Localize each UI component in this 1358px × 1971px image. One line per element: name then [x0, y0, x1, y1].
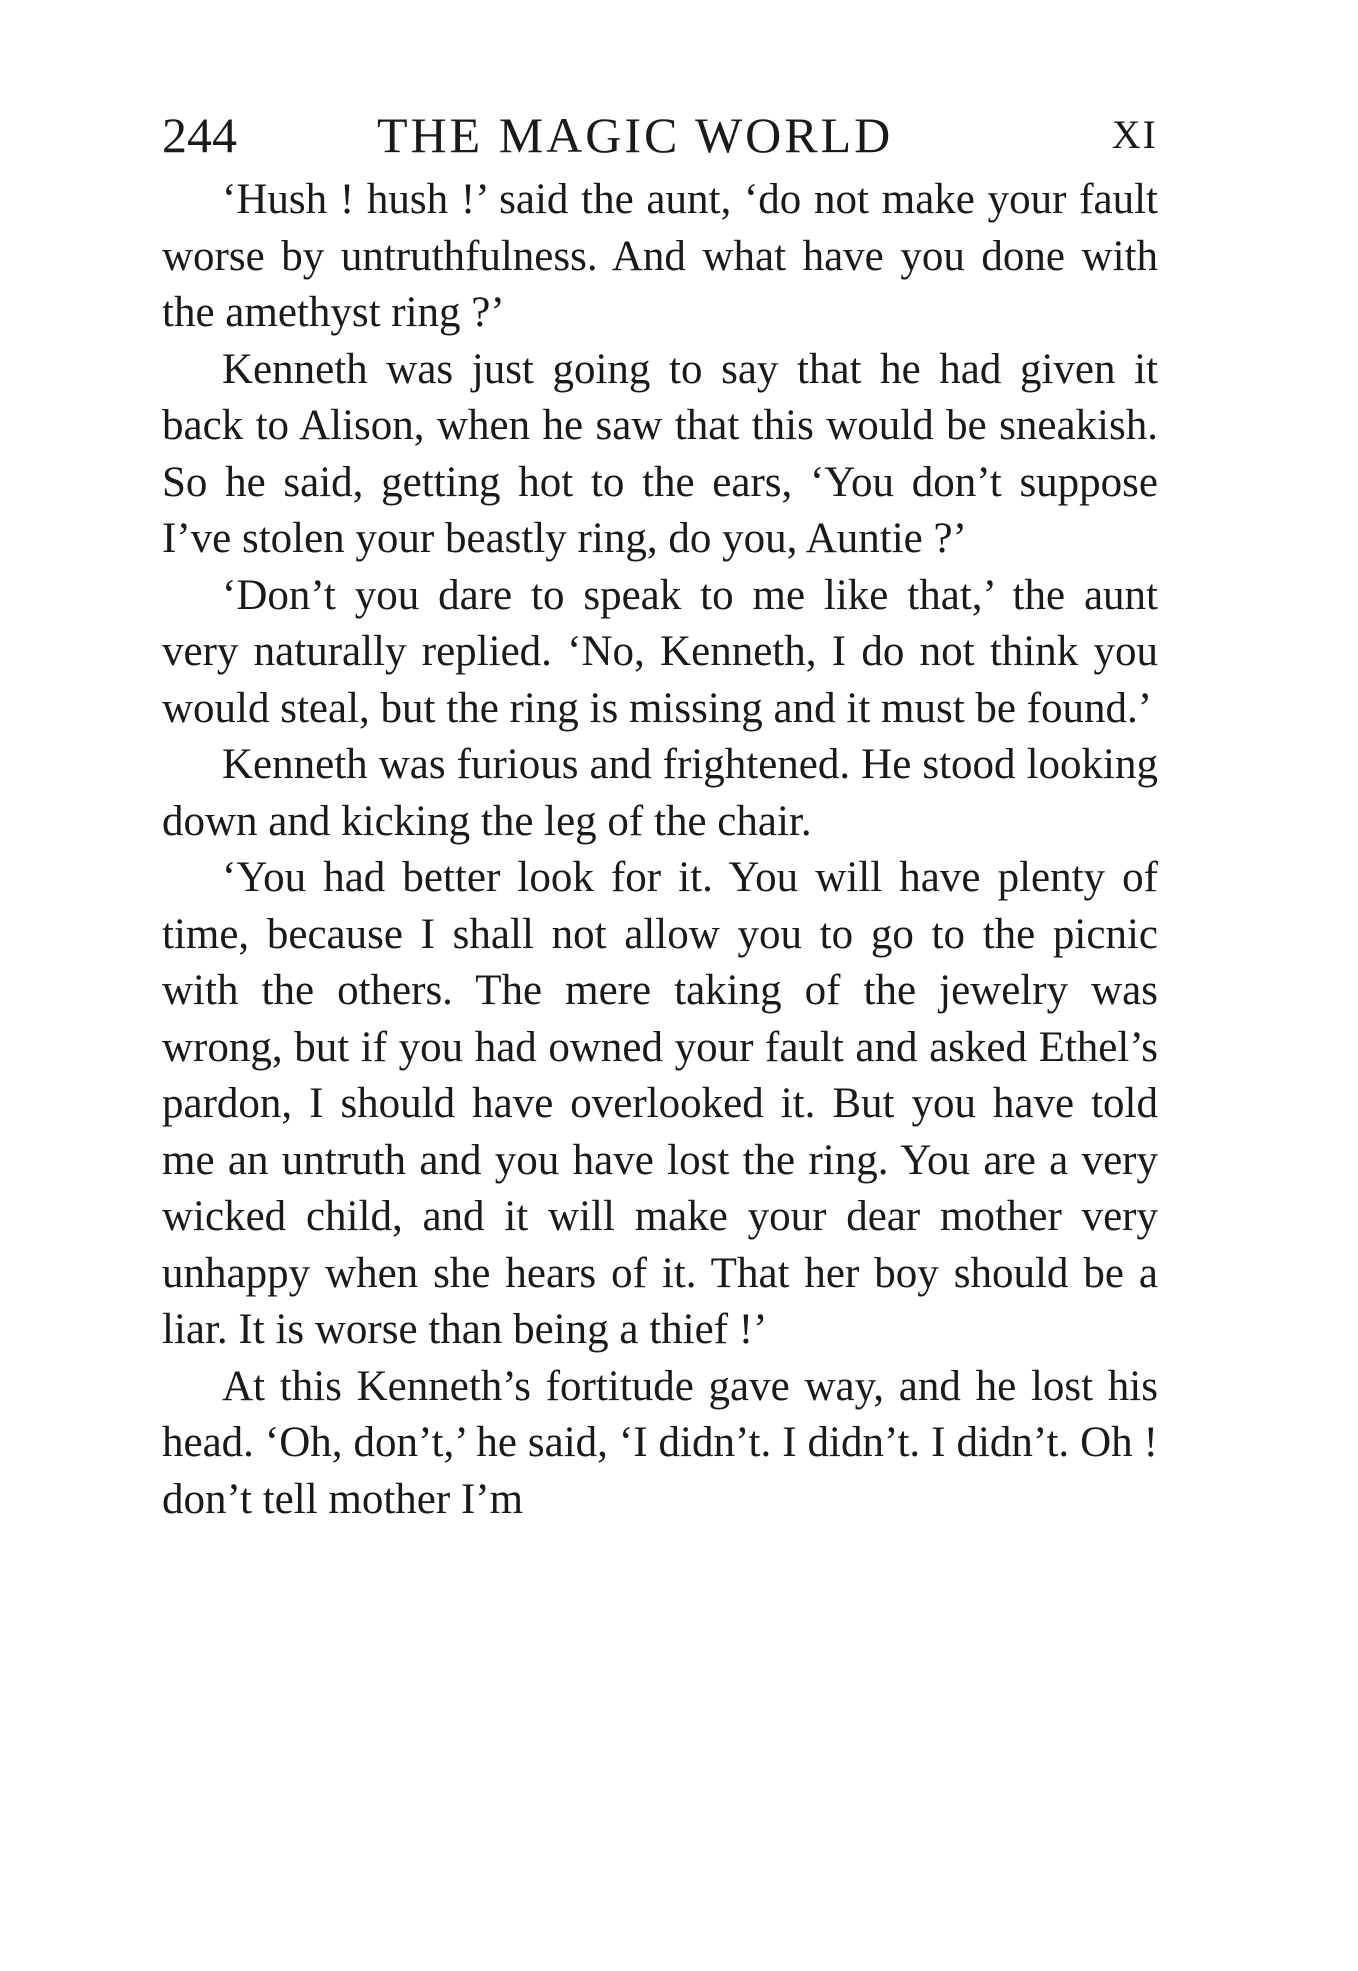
body-text — [162, 172, 1158, 1528]
paragraph: At this Kenneth’s fortitude gave way, and he lost his head. ‘Oh, don’t,’ he said, ‘I didn’t. I didn’t. I didn’t. Oh ! don’t tell mother I’m — [162, 1362, 1158, 1523]
book-page — [162, 100, 1158, 1528]
paragraph: Kenneth was furious and frightened. He stood looking down and kicking the leg of the chair. — [162, 741, 1158, 845]
chapter-number: XI — [1111, 112, 1158, 157]
page-header — [162, 100, 1158, 170]
paragraph: Kenneth was just going to say that he had given it back to Alison, when he saw that this would be sneakish. So he said, getting hot to the ears, ‘You don’t suppose I’ve stolen your beastly ring, do you, Auntie ?’ — [162, 345, 1158, 562]
paragraph: ‘You had better look for it. You will have plenty of time, because I shall not allow you to go to the picnic with the others. The mere taking of the jewelry was wrong, but if you had owned your fault and asked Ethel’s pardon, I should have overlooked it. But you have told me an untruth and you have lost the ring. You are a very wicked child, and it will make your dear mother very unhappy when she hears of it. That her boy should be a liar. It is worse than being a thief !’ — [162, 854, 1158, 1353]
running-title: THE MAGIC WORLD — [377, 107, 894, 163]
paragraph: ‘Hush ! hush !’ said the aunt, ‘do not make your fault worse by untruthfulness. And what have you done with the amethyst ring ?’ — [162, 176, 1158, 336]
paragraph: ‘Don’t you dare to speak to me like that,’ the aunt very naturally replied. ‘No, Kenneth, I do not think you would steal, but the ring is missing and it must be found.’ — [162, 571, 1158, 732]
page-number: 244 — [162, 107, 237, 163]
